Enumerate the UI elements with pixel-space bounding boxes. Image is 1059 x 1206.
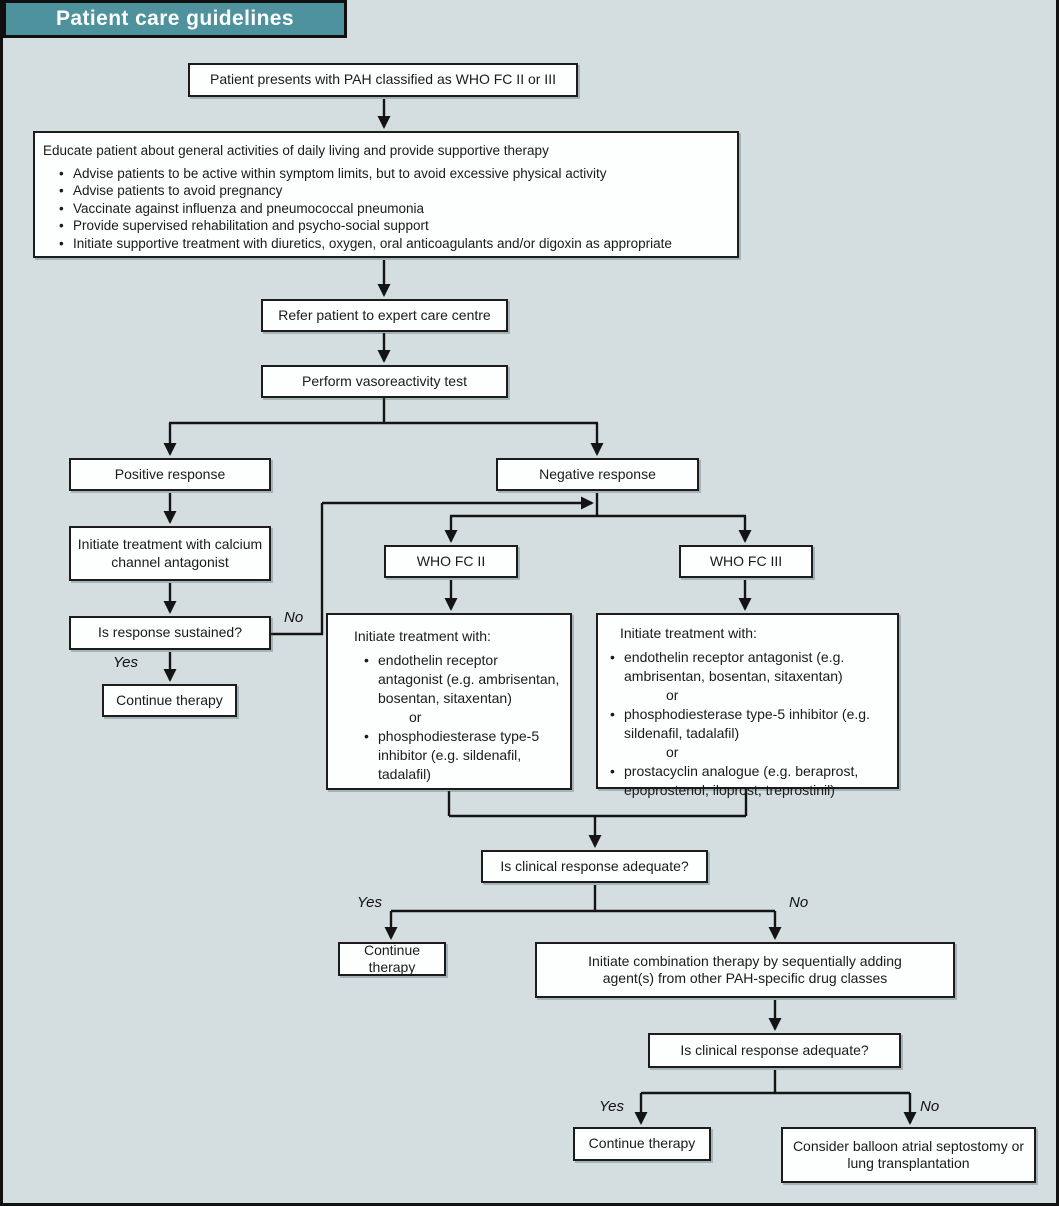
node-fc2-treatment (326, 613, 572, 790)
node-text: WHO FC II (416, 552, 486, 569)
connector (391, 885, 775, 911)
node-text: Is response sustained? (98, 624, 242, 641)
node-who-fc-iii (679, 545, 813, 578)
node-text: Initiate combination therapy by sequentially adding agent(s) from other PAH-specific drug classes (588, 952, 902, 986)
node-positive-response (69, 458, 271, 491)
node-continue-therapy-q2 (573, 1127, 711, 1161)
treatment-heading: Initiate treatment with: (620, 625, 757, 641)
node-text: Positive response (114, 465, 226, 482)
fc3-drug-list (602, 648, 889, 800)
node-fc3-treatment (596, 613, 899, 798)
node-text: Negative response (539, 465, 656, 482)
treatment-heading: Initiate treatment with: (354, 628, 491, 644)
drug-option: • endothelin receptor antagonist (e.g. ambrisentan, bosentan, sitaxentan) (602, 648, 889, 686)
drug-option: • prostacyclin analogue (e.g. beraprost, epoprostenol, iloprost, treprostinil) (602, 762, 889, 800)
edge-label-no-3: No (920, 1098, 940, 1115)
edge-label-yes-2: Yes (357, 894, 383, 911)
node-educate-patient (33, 131, 739, 258)
node-text: Continue therapy (588, 1135, 696, 1152)
node-clinical-response-adequate-2 (648, 1033, 901, 1068)
node-balloon-septostomy-transplant (781, 1127, 1036, 1183)
or-separator: or (666, 687, 679, 703)
node-continue-therapy-q1 (338, 942, 446, 976)
node-text: Refer patient to expert care centre (278, 306, 491, 323)
node-vasoreactivity-test (261, 365, 508, 398)
node-text: Continue therapy (116, 691, 223, 708)
edge-label-yes-3: Yes (599, 1098, 625, 1115)
node-refer-expert-centre (261, 299, 508, 332)
educate-bullet: • Vaccinate against influenza and pneumococcal pneumonia (43, 200, 733, 218)
edge-label-no-1: No (284, 609, 304, 626)
node-text: Is clinical response adequate? (680, 1041, 869, 1058)
or-separator: or (409, 709, 422, 725)
drug-option: • phosphodiesterase type-5 inhibitor (e.g. sildenafil, tadalafil) (602, 705, 889, 743)
node-text: Initiate treatment with calcium channel antagonist (77, 536, 263, 570)
node-text: Is clinical response adequate? (500, 857, 689, 874)
educate-intro: Educate patient about general activities of daily living and provide supportive therapy (43, 143, 549, 158)
page-title-text: Patient care guidelines (56, 7, 294, 30)
node-calcium-channel-antagonist (69, 526, 271, 581)
node-text: Continue therapy (363, 941, 421, 975)
or-separator: or (666, 744, 679, 760)
node-text: Consider balloon atrial septostomy or lung transplantation (792, 1137, 1025, 1171)
node-clinical-response-adequate-1 (481, 850, 708, 883)
edge-label-yes-1: Yes (113, 654, 139, 671)
educate-bullet: • Initiate supportive treatment with diuretics, oxygen, oral anticoagulants and/or digoxin as appropriate (43, 235, 733, 253)
edge-label-no-2: No (789, 894, 809, 911)
connector (169, 396, 598, 423)
node-continue-therapy-ccb (102, 684, 237, 717)
node-is-response-sustained (69, 616, 271, 650)
node-combination-therapy (535, 942, 955, 998)
educate-bullet: • Provide supervised rehabilitation and psycho-social support (43, 217, 733, 235)
node-who-fc-ii (384, 545, 518, 578)
page-title (3, 0, 347, 38)
connector (641, 1070, 910, 1093)
educate-bullet: • Advise patients to be active within symptom limits, but to avoid excessive physical activity (43, 165, 733, 183)
educate-bullet-list (43, 165, 733, 253)
node-text: Patient presents with PAH classified as WHO FC II or III (210, 71, 556, 88)
educate-bullet: • Advise patients to avoid pregnancy (43, 182, 733, 200)
drug-option: • phosphodiesterase type-5 inhibitor (e.g. sildenafil, tadalafil) (332, 727, 564, 784)
node-negative-response (496, 458, 699, 491)
node-patient-presents (188, 63, 578, 97)
fc2-drug-list (332, 651, 564, 784)
connector (450, 493, 746, 516)
node-text: Perform vasoreactivity test (302, 372, 467, 389)
node-text: WHO FC III (709, 552, 783, 569)
drug-option: • endothelin receptor antagonist (e.g. ambrisentan, bosentan, sitaxentan) (332, 651, 564, 708)
